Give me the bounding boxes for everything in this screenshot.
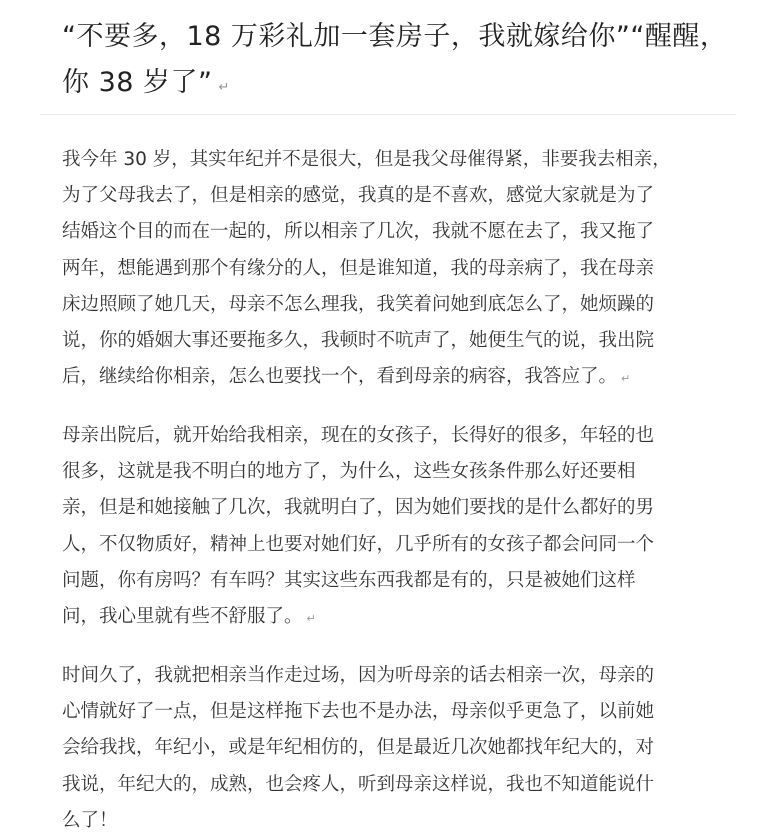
paragraph-line: 我今年 30 岁，其实年纪并不是很大，但是我父母催得紧，非要我去相亲， [62, 149, 671, 170]
paragraph-mark-icon: ↵ [306, 612, 316, 626]
title-line: “不要多，18 万彩礼加一套房子，我就嫁给你”“醒醒， [62, 21, 728, 52]
article-title [62, 14, 728, 111]
paragraph-line: 时间久了，我就把相亲当作走过场，因为听母亲的话去相亲一次，母亲的 [62, 665, 655, 686]
paragraph-line: 两年，想能遇到那个有缘分的人，但是谁知道，我的母亲病了，我在母亲 [62, 257, 655, 279]
paragraph-line-text: 后，继续给你相亲，怎么也要找一个，看到母亲的病容，我答应了。 [62, 366, 618, 388]
paragraph [62, 142, 732, 397]
paragraph-line: 床边照顾了她几天，母亲不怎么理我，我笑着问她到底怎么了，她烦躁的 [62, 293, 655, 315]
paragraph-line: 结婚这个目的而在一起的，所以相亲了几次，我就不愿在去了，我又拖了 [62, 221, 655, 243]
paragraph-mark-icon: ↵ [621, 372, 631, 386]
title-line [62, 60, 722, 111]
paragraph-line: 为了父母我去了，但是相亲的感觉，我真的是不喜欢，感觉大家就是为了 [62, 185, 655, 207]
paragraph-mark-icon: ↵ [218, 80, 230, 95]
paragraph [62, 418, 732, 637]
paragraph-line: 问题，你有房吗？有车吗？其实这些东西我都是有的，只是被她们这样 [62, 569, 636, 591]
title-divider [40, 114, 736, 115]
paragraph-line: 会给我找，年纪小，或是年纪相仿的，但是最近几次她都找年纪大的，对 [62, 737, 655, 759]
paragraph-line: 亲，但是和她接触了几次，我就明白了，因为她们要找的是什么都好的男 [62, 497, 655, 519]
paragraph-line [62, 599, 732, 637]
title-line-text: 你 38 岁了” [62, 67, 213, 98]
paragraph-line: 很多，这就是我不明白的地方了，为什么，这些女孩条件那么好还要相 [62, 461, 636, 483]
paragraph-line: 人，不仅物质好，精神上也要对她们好，几乎所有的女孩子都会问同一个 [62, 533, 655, 555]
paragraph-line: 说，你的婚姻大事还要拖多久，我顿时不吭声了，她便生气的说，我出院 [62, 330, 655, 352]
paragraph-line: 母亲出院后，就开始给我相亲，现在的女孩子，长得好的很多，年轻的也 [62, 425, 655, 446]
paragraph-line-text: 问，我心里就有些不舒服了。 [62, 606, 303, 628]
paragraph-line: 我说，年纪大的，成熟，也会疼人，听到母亲这样说，我也不知道能说什 [62, 773, 655, 795]
paragraph-line: 么了！ [62, 809, 118, 831]
paragraph-line: 心情就好了一点，但是这样拖下去也不是办法，母亲似乎更急了，以前她 [62, 701, 655, 723]
paragraph [62, 658, 732, 839]
paragraph-line [62, 359, 732, 397]
